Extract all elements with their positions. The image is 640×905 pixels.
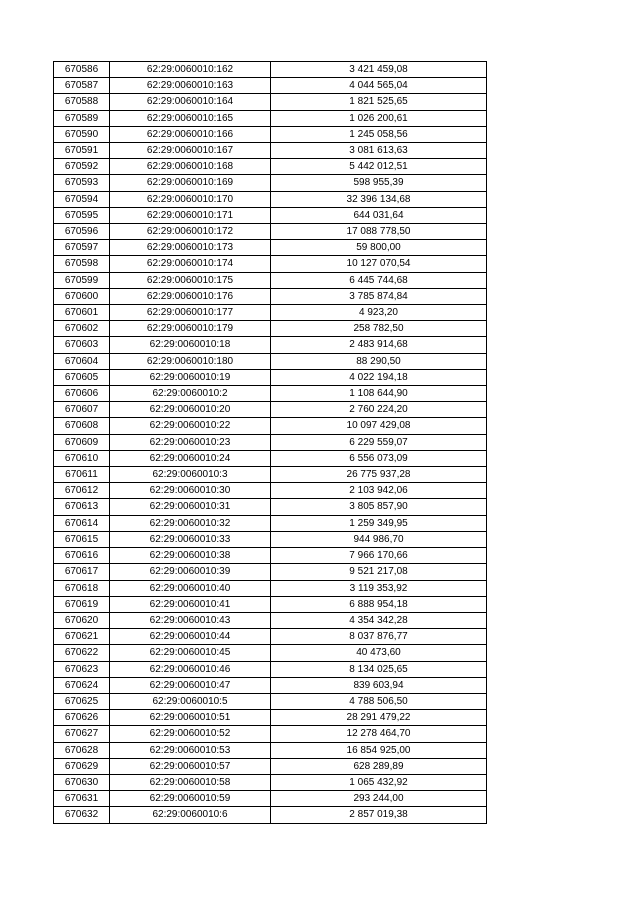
row-number-cell: 670611: [54, 467, 110, 483]
row-number-cell: 670627: [54, 726, 110, 742]
value-cell: 88 290,50: [271, 353, 487, 369]
table-body: [54, 62, 487, 824]
row-number-cell: 670586: [54, 62, 110, 78]
value-cell: 4 923,20: [271, 305, 487, 321]
row-number-cell: 670624: [54, 677, 110, 693]
table-row: [54, 548, 487, 564]
value-cell: 1 245 058,56: [271, 126, 487, 142]
value-cell: 8 134 025,65: [271, 661, 487, 677]
table-row: [54, 288, 487, 304]
value-cell: 3 421 459,08: [271, 62, 487, 78]
value-cell: 6 229 559,07: [271, 434, 487, 450]
row-number-cell: 670602: [54, 321, 110, 337]
row-number-cell: 670610: [54, 450, 110, 466]
table-row: [54, 224, 487, 240]
table-row: [54, 434, 487, 450]
table-row: [54, 240, 487, 256]
table-row: [54, 467, 487, 483]
cadastral-number-cell: 62:29:0060010:22: [110, 418, 271, 434]
row-number-cell: 670621: [54, 629, 110, 645]
value-cell: 2 857 019,38: [271, 807, 487, 823]
row-number-cell: 670615: [54, 531, 110, 547]
value-cell: 3 119 353,92: [271, 580, 487, 596]
cadastral-number-cell: 62:29:0060010:44: [110, 629, 271, 645]
cadastral-number-cell: 62:29:0060010:168: [110, 159, 271, 175]
value-cell: 40 473,60: [271, 645, 487, 661]
cadastral-number-cell: 62:29:0060010:166: [110, 126, 271, 142]
cadastral-number-cell: 62:29:0060010:2: [110, 386, 271, 402]
cadastral-number-cell: 62:29:0060010:33: [110, 531, 271, 547]
table-row: [54, 515, 487, 531]
row-number-cell: 670629: [54, 758, 110, 774]
value-cell: 59 800,00: [271, 240, 487, 256]
row-number-cell: 670596: [54, 224, 110, 240]
cadastral-number-cell: 62:29:0060010:46: [110, 661, 271, 677]
table-row: [54, 305, 487, 321]
table-row: [54, 143, 487, 159]
table-row: [54, 580, 487, 596]
table-row: [54, 207, 487, 223]
table-row: [54, 191, 487, 207]
table-row: [54, 450, 487, 466]
value-cell: 1 259 349,95: [271, 515, 487, 531]
row-number-cell: 670599: [54, 272, 110, 288]
row-number-cell: 670617: [54, 564, 110, 580]
value-cell: 1 108 644,90: [271, 386, 487, 402]
cadastral-number-cell: 62:29:0060010:53: [110, 742, 271, 758]
table-row: [54, 693, 487, 709]
value-cell: 644 031,64: [271, 207, 487, 223]
row-number-cell: 670619: [54, 596, 110, 612]
table-row: [54, 337, 487, 353]
table-row: [54, 645, 487, 661]
value-cell: 4 022 194,18: [271, 369, 487, 385]
value-cell: 6 445 744,68: [271, 272, 487, 288]
value-cell: 2 760 224,20: [271, 402, 487, 418]
row-number-cell: 670613: [54, 499, 110, 515]
cadastral-number-cell: 62:29:0060010:32: [110, 515, 271, 531]
row-number-cell: 670616: [54, 548, 110, 564]
table-row: [54, 726, 487, 742]
table-row: [54, 62, 487, 78]
table-row: [54, 742, 487, 758]
value-cell: 10 127 070,54: [271, 256, 487, 272]
value-cell: 3 081 613,63: [271, 143, 487, 159]
table-row: [54, 807, 487, 823]
row-number-cell: 670601: [54, 305, 110, 321]
cadastral-number-cell: 62:29:0060010:24: [110, 450, 271, 466]
value-cell: 3 805 857,90: [271, 499, 487, 515]
table-row: [54, 758, 487, 774]
table-row: [54, 710, 487, 726]
table-row: [54, 612, 487, 628]
table-row: [54, 499, 487, 515]
cadastral-number-cell: 62:29:0060010:173: [110, 240, 271, 256]
value-cell: 1 065 432,92: [271, 774, 487, 790]
table-row: [54, 256, 487, 272]
row-number-cell: 670608: [54, 418, 110, 434]
value-cell: 3 785 874,84: [271, 288, 487, 304]
value-cell: 16 854 925,00: [271, 742, 487, 758]
value-cell: 17 088 778,50: [271, 224, 487, 240]
cadastral-number-cell: 62:29:0060010:59: [110, 791, 271, 807]
row-number-cell: 670614: [54, 515, 110, 531]
value-cell: 598 955,39: [271, 175, 487, 191]
row-number-cell: 670631: [54, 791, 110, 807]
value-cell: 9 521 217,08: [271, 564, 487, 580]
value-cell: 944 986,70: [271, 531, 487, 547]
value-cell: 1 026 200,61: [271, 110, 487, 126]
value-cell: 2 103 942,06: [271, 483, 487, 499]
table-row: [54, 386, 487, 402]
cadastral-number-cell: 62:29:0060010:6: [110, 807, 271, 823]
value-cell: 258 782,50: [271, 321, 487, 337]
cadastral-number-cell: 62:29:0060010:39: [110, 564, 271, 580]
table-row: [54, 175, 487, 191]
cadastral-number-cell: 62:29:0060010:19: [110, 369, 271, 385]
value-cell: 32 396 134,68: [271, 191, 487, 207]
row-number-cell: 670592: [54, 159, 110, 175]
row-number-cell: 670605: [54, 369, 110, 385]
table-row: [54, 272, 487, 288]
row-number-cell: 670604: [54, 353, 110, 369]
cadastral-number-cell: 62:29:0060010:5: [110, 693, 271, 709]
value-cell: 839 603,94: [271, 677, 487, 693]
cadastral-number-cell: 62:29:0060010:23: [110, 434, 271, 450]
value-cell: 4 044 565,04: [271, 78, 487, 94]
table-row: [54, 321, 487, 337]
value-cell: 628 289,89: [271, 758, 487, 774]
row-number-cell: 670612: [54, 483, 110, 499]
value-cell: 4 788 506,50: [271, 693, 487, 709]
row-number-cell: 670590: [54, 126, 110, 142]
cadastral-value-table: [53, 61, 487, 824]
cadastral-number-cell: 62:29:0060010:18: [110, 337, 271, 353]
cadastral-number-cell: 62:29:0060010:51: [110, 710, 271, 726]
table-row: [54, 677, 487, 693]
row-number-cell: 670597: [54, 240, 110, 256]
table-row: [54, 126, 487, 142]
row-number-cell: 670620: [54, 612, 110, 628]
cadastral-number-cell: 62:29:0060010:164: [110, 94, 271, 110]
row-number-cell: 670595: [54, 207, 110, 223]
row-number-cell: 670626: [54, 710, 110, 726]
table-row: [54, 353, 487, 369]
row-number-cell: 670593: [54, 175, 110, 191]
cadastral-number-cell: 62:29:0060010:180: [110, 353, 271, 369]
row-number-cell: 670591: [54, 143, 110, 159]
value-cell: 12 278 464,70: [271, 726, 487, 742]
cadastral-number-cell: 62:29:0060010:171: [110, 207, 271, 223]
cadastral-number-cell: 62:29:0060010:43: [110, 612, 271, 628]
row-number-cell: 670606: [54, 386, 110, 402]
value-cell: 5 442 012,51: [271, 159, 487, 175]
row-number-cell: 670607: [54, 402, 110, 418]
row-number-cell: 670588: [54, 94, 110, 110]
cadastral-number-cell: 62:29:0060010:162: [110, 62, 271, 78]
cadastral-number-cell: 62:29:0060010:57: [110, 758, 271, 774]
value-cell: 7 966 170,66: [271, 548, 487, 564]
value-cell: 8 037 876,77: [271, 629, 487, 645]
table-row: [54, 94, 487, 110]
cadastral-number-cell: 62:29:0060010:38: [110, 548, 271, 564]
cadastral-number-cell: 62:29:0060010:30: [110, 483, 271, 499]
cadastral-number-cell: 62:29:0060010:165: [110, 110, 271, 126]
cadastral-number-cell: 62:29:0060010:169: [110, 175, 271, 191]
cadastral-number-cell: 62:29:0060010:45: [110, 645, 271, 661]
value-cell: 28 291 479,22: [271, 710, 487, 726]
table-row: [54, 596, 487, 612]
cadastral-number-cell: 62:29:0060010:31: [110, 499, 271, 515]
row-number-cell: 670603: [54, 337, 110, 353]
cadastral-number-cell: 62:29:0060010:58: [110, 774, 271, 790]
cadastral-number-cell: 62:29:0060010:20: [110, 402, 271, 418]
value-cell: 1 821 525,65: [271, 94, 487, 110]
row-number-cell: 670589: [54, 110, 110, 126]
value-cell: 10 097 429,08: [271, 418, 487, 434]
row-number-cell: 670625: [54, 693, 110, 709]
cadastral-number-cell: 62:29:0060010:174: [110, 256, 271, 272]
cadastral-number-cell: 62:29:0060010:47: [110, 677, 271, 693]
value-cell: 4 354 342,28: [271, 612, 487, 628]
row-number-cell: 670630: [54, 774, 110, 790]
cadastral-number-cell: 62:29:0060010:163: [110, 78, 271, 94]
cadastral-number-cell: 62:29:0060010:172: [110, 224, 271, 240]
table-row: [54, 418, 487, 434]
row-number-cell: 670632: [54, 807, 110, 823]
cadastral-number-cell: 62:29:0060010:41: [110, 596, 271, 612]
row-number-cell: 670587: [54, 78, 110, 94]
row-number-cell: 670622: [54, 645, 110, 661]
row-number-cell: 670594: [54, 191, 110, 207]
row-number-cell: 670618: [54, 580, 110, 596]
cadastral-number-cell: 62:29:0060010:176: [110, 288, 271, 304]
cadastral-number-cell: 62:29:0060010:175: [110, 272, 271, 288]
row-number-cell: 670628: [54, 742, 110, 758]
cadastral-number-cell: 62:29:0060010:52: [110, 726, 271, 742]
table-row: [54, 629, 487, 645]
cadastral-number-cell: 62:29:0060010:40: [110, 580, 271, 596]
row-number-cell: 670609: [54, 434, 110, 450]
row-number-cell: 670598: [54, 256, 110, 272]
value-cell: 6 888 954,18: [271, 596, 487, 612]
value-cell: 26 775 937,28: [271, 467, 487, 483]
row-number-cell: 670623: [54, 661, 110, 677]
table-row: [54, 564, 487, 580]
table-row: [54, 791, 487, 807]
cadastral-number-cell: 62:29:0060010:179: [110, 321, 271, 337]
table-row: [54, 110, 487, 126]
value-cell: 6 556 073,09: [271, 450, 487, 466]
table-row: [54, 369, 487, 385]
table-row: [54, 159, 487, 175]
cadastral-number-cell: 62:29:0060010:167: [110, 143, 271, 159]
table-row: [54, 531, 487, 547]
value-cell: 2 483 914,68: [271, 337, 487, 353]
row-number-cell: 670600: [54, 288, 110, 304]
table-row: [54, 402, 487, 418]
cadastral-number-cell: 62:29:0060010:170: [110, 191, 271, 207]
table-row: [54, 774, 487, 790]
table-row: [54, 483, 487, 499]
value-cell: 293 244,00: [271, 791, 487, 807]
cadastral-number-cell: 62:29:0060010:177: [110, 305, 271, 321]
table-row: [54, 78, 487, 94]
table-row: [54, 661, 487, 677]
cadastral-number-cell: 62:29:0060010:3: [110, 467, 271, 483]
